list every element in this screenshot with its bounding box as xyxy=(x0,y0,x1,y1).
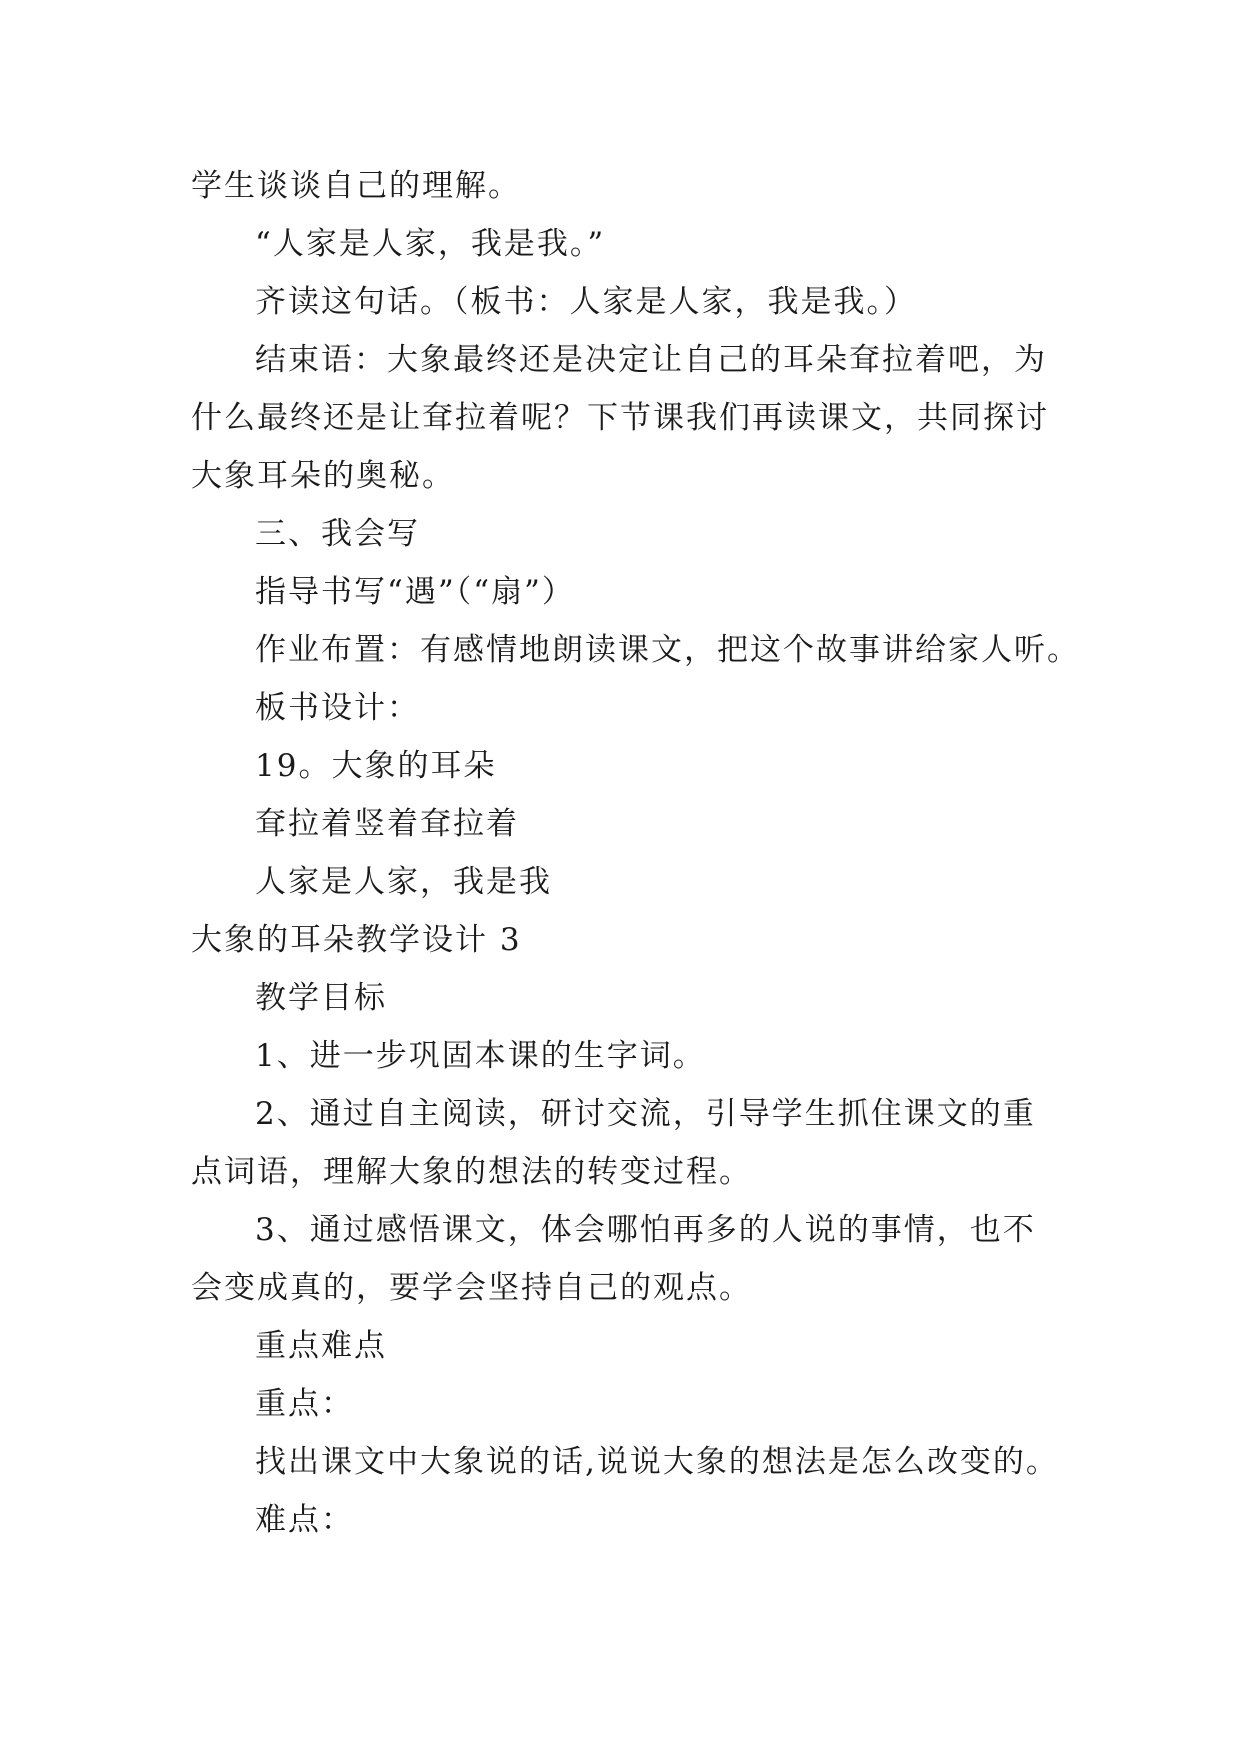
text-line: 点词语，理解大象的想法的转变过程。 xyxy=(191,1154,752,1190)
text-line: 齐读这句话。（板书：人家是人家，我是我。） xyxy=(255,284,917,320)
text-line: 找出课文中大象说的话,说说大象的想法是怎么改变的。 xyxy=(255,1444,1059,1480)
quote-line: “人家是人家，我是我。” xyxy=(255,226,606,262)
section-heading: 重点： xyxy=(255,1386,354,1422)
document-title: 大象的耳朵教学设计 3 xyxy=(191,922,522,958)
text-line: 什么最终还是让耷拉着呢？下节课我们再读课文，共同探讨 xyxy=(191,400,1049,436)
text-line: 学生谈谈自己的理解。 xyxy=(191,168,521,204)
text-line: 大象耳朵的奥秘。 xyxy=(191,458,455,494)
text-line: 指导书写“遇”（“扇”） xyxy=(255,574,575,610)
board-line: 耷拉着竖着耷拉着 xyxy=(255,806,519,842)
board-line: 人家是人家，我是我 xyxy=(255,864,552,900)
section-heading: 难点： xyxy=(255,1502,354,1538)
text-line: 会变成真的，要学会坚持自己的观点。 xyxy=(191,1270,752,1306)
board-line: 19。大象的耳朵 xyxy=(255,748,497,784)
text-line: 结束语：大象最终还是决定让自己的耳朵耷拉着吧，为 xyxy=(255,342,1047,378)
section-heading: 板书设计： xyxy=(255,690,420,726)
text-line: 3、通过感悟课文，体会哪怕再多的人说的事情，也不 xyxy=(255,1212,1036,1248)
text-line: 1、进一步巩固本课的生字词。 xyxy=(255,1038,706,1074)
section-heading: 三、我会写 xyxy=(255,516,420,552)
text-line: 2、通过自主阅读，研讨交流，引导学生抓住课文的重 xyxy=(255,1096,1036,1132)
document-page xyxy=(191,157,1080,1549)
section-heading: 教学目标 xyxy=(255,980,387,1016)
text-line: 作业布置：有感情地朗读课文，把这个故事讲给家人听。 xyxy=(255,632,1080,668)
section-heading: 重点难点 xyxy=(255,1328,387,1364)
